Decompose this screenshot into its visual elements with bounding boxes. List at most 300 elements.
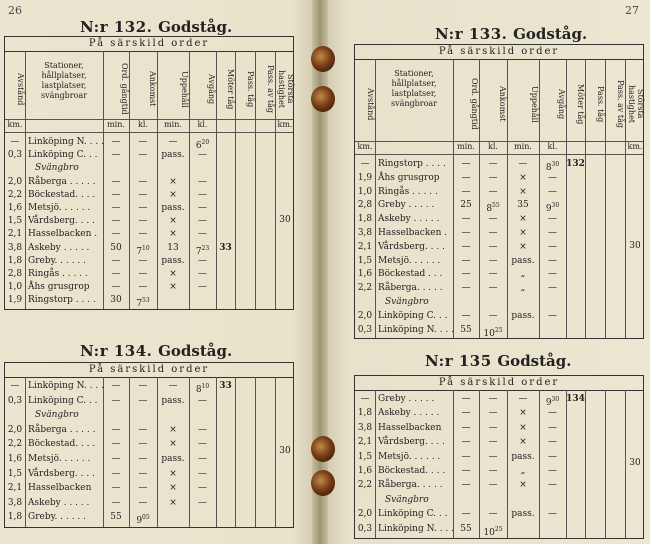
arrival-cell: — — [488, 159, 498, 169]
station-name: Greby. . . . . . — [28, 512, 86, 523]
timetable-row — [355, 241, 643, 254]
distance-cell: 1,5 — [7, 468, 23, 479]
departure-cell: — — [548, 255, 557, 266]
station-name: Böckestad. . . . — [378, 466, 446, 476]
timetable-row — [355, 508, 643, 521]
max-speed-header: Största hastighet — [627, 84, 645, 124]
arrival-cell: — — [488, 437, 498, 448]
departure-header: Avgång — [207, 73, 216, 105]
unit-kl: kl. — [197, 120, 208, 129]
arrival-cell: — — [488, 269, 498, 280]
stop-cell: pass. — [511, 509, 535, 520]
stop-cell: × — [169, 229, 177, 240]
max-speed-value: 30 — [629, 240, 641, 251]
station-name: Linköping C. . . — [28, 395, 98, 406]
departure-cell: — — [548, 172, 557, 183]
header-divider — [355, 154, 643, 155]
distance-cell: 1,5 — [7, 216, 23, 227]
stop-header: Uppehåll — [180, 70, 189, 108]
distance-cell: 1,6 — [7, 203, 23, 213]
train-title-135 — [425, 352, 571, 370]
departure-cell: — — [548, 310, 557, 321]
timetable-row — [355, 465, 643, 478]
distance-cell: 1,8 — [357, 214, 373, 225]
running-time-cell: — — [461, 422, 471, 433]
arrival-cell: — — [138, 454, 148, 464]
unit-km: km. — [357, 142, 373, 151]
departure-minutes: 23 — [201, 244, 210, 252]
departure-cell: — — [198, 150, 207, 161]
special-order-banner: På särskild order — [5, 37, 293, 52]
station-name: Åhs grusgrop — [378, 172, 440, 183]
station-name: Greby. . . . . . — [28, 255, 86, 266]
stop-cell: pass. — [161, 395, 185, 406]
arrival-cell: — — [138, 137, 148, 147]
station-name: Råberga . . . . . — [28, 176, 96, 187]
station-name: Ringstorp . . . . — [28, 295, 96, 306]
station-name: Greby . . . . . — [378, 394, 435, 404]
running-time-cell: — — [461, 241, 471, 252]
running-time-cell: — — [111, 497, 121, 508]
station-name: Linköping N. . . . — [378, 324, 454, 335]
station-name: Råberga . . . . . — [28, 424, 96, 435]
arrival-cell: — — [138, 176, 148, 187]
running-time-cell: 25 — [460, 200, 472, 211]
stop-cell: × — [519, 241, 527, 252]
station-name: Vårdsberg. . . . — [28, 216, 95, 227]
timetable-row — [355, 172, 643, 185]
arrival-cell: — — [138, 203, 148, 213]
running-time-cell: — — [111, 282, 121, 293]
station-name: Böckestad . . . — [378, 269, 443, 280]
arrival-minutes: 53 — [142, 297, 150, 305]
departure-cell: — — [548, 408, 557, 419]
station-name: Askeby . . . . . — [378, 214, 440, 225]
departure-header: Avgång — [557, 88, 566, 120]
special-order-banner: På särskild order — [355, 45, 643, 60]
running-time-cell: — — [461, 172, 471, 183]
departure-cell: — — [198, 189, 207, 200]
stop-cell: × — [519, 422, 527, 433]
header-divider — [5, 132, 293, 133]
page-number-left: 26 — [8, 4, 22, 17]
unit-kl: kl. — [547, 142, 558, 151]
distance-cell: 1,9 — [7, 295, 23, 306]
running-time-cell: — — [111, 424, 121, 435]
distance-header: Avstånd — [366, 87, 375, 121]
stop-cell: × — [169, 269, 177, 279]
max-speed-value: 30 — [279, 214, 291, 225]
departure-cell: — — [198, 424, 207, 435]
stop-cell: „ — [520, 466, 526, 476]
arrival-cell: — — [138, 189, 148, 200]
distance-cell: 0,3 — [7, 395, 23, 406]
arrival-cell: — — [138, 269, 148, 279]
station-name: Ringås . . . . . — [378, 186, 438, 197]
station-name: Metsjö. . . . . . — [28, 454, 91, 464]
stop-cell: × — [519, 437, 527, 448]
arrival-cell: $8^{55}$ — [486, 202, 500, 215]
timetable-row — [5, 242, 293, 255]
distance-cell: 2,1 — [7, 483, 23, 494]
station-name: Askeby . . . . . — [28, 497, 90, 508]
train-number: N:r 133. — [435, 25, 514, 43]
passed-by-header: Pass. av tåg — [616, 79, 625, 129]
timetable-row — [5, 482, 293, 495]
timetable-row — [355, 227, 643, 240]
station-name: Askeby . . . . . — [28, 242, 90, 253]
arrival-cell: — — [488, 408, 498, 419]
stop-cell: × — [519, 408, 527, 419]
stop-cell: pass. — [161, 150, 185, 161]
departure-cell: — — [548, 214, 557, 225]
running-time-cell: 50 — [110, 242, 122, 253]
unit-km: km. — [7, 120, 23, 129]
distance-cell: — — [360, 159, 370, 169]
running-time-cell: 55 — [110, 512, 122, 523]
running-time-cell: — — [111, 189, 121, 200]
departure-cell: — — [198, 439, 207, 450]
running-time-cell: — — [461, 186, 471, 197]
timetable-row — [5, 215, 293, 228]
timetable-row — [5, 497, 293, 510]
distance-cell: 2,2 — [7, 439, 23, 450]
timetable-row — [355, 186, 643, 199]
arrival-cell: — — [488, 310, 498, 321]
arrival-cell: — — [138, 229, 148, 240]
station-name: Metsjö. . . . . . — [378, 255, 441, 266]
station-name: Hasselbacken . — [378, 228, 448, 238]
departure-minutes: 30 — [551, 202, 560, 210]
train-title-133 — [435, 25, 587, 43]
running-time-cell: — — [111, 255, 121, 266]
station-name: Metsjö. . . . . . — [28, 203, 91, 213]
departure-minutes: 10 — [201, 383, 210, 390]
timetable-134 — [4, 362, 294, 528]
arrival-cell: — — [488, 172, 498, 183]
arrival-header: Ankomst — [498, 86, 507, 122]
running-time-cell: 30 — [110, 295, 122, 306]
timetable-row — [5, 380, 293, 393]
departure-cell: — — [548, 186, 557, 197]
departure-cell: — — [548, 241, 557, 252]
departure-cell: — — [198, 497, 207, 508]
running-time-cell: — — [461, 437, 471, 448]
station-name: Linköping C. . . — [378, 310, 448, 321]
passes-train-header: Pass. tåg — [596, 85, 605, 123]
distance-cell: 2,1 — [7, 229, 23, 240]
unit-min: min. — [164, 120, 182, 129]
timetable-row — [5, 136, 293, 149]
stations-header: Stationer, hållplatser, lastplatser, svängbroar — [40, 61, 88, 100]
stop-cell: × — [519, 480, 527, 491]
page-number-right: 27 — [625, 4, 639, 17]
timetable-row — [5, 511, 293, 527]
station-name: Böckestad. . . . — [28, 439, 96, 450]
stop-cell: 35 — [517, 200, 529, 211]
unit-kl: kl. — [138, 120, 148, 129]
timetable-row — [355, 310, 643, 323]
stop-cell: × — [519, 228, 527, 238]
timetable-133 — [354, 44, 644, 339]
max-speed-header: Största hastighet — [277, 69, 295, 109]
timetable-row — [355, 436, 643, 449]
stop-cell: × — [169, 176, 177, 187]
running-time-cell: — — [111, 176, 121, 187]
running-time-cell: — — [461, 394, 471, 404]
distance-cell: 1,0 — [357, 186, 373, 197]
distance-header: Avstånd — [16, 72, 25, 106]
departure-cell: — — [548, 269, 557, 280]
running-time-cell: — — [111, 483, 121, 494]
departure-cell: — — [548, 509, 557, 520]
timetable-row — [355, 268, 643, 281]
timetable-row — [355, 494, 643, 507]
running-time-cell: — — [461, 269, 471, 280]
distance-cell: 1,8 — [357, 408, 373, 419]
station-name: Hasselbacken . — [28, 229, 98, 240]
max-speed-value: 30 — [279, 446, 291, 456]
arrival-cell: — — [138, 150, 148, 161]
stop-cell: × — [169, 189, 177, 200]
station-name: Hasselbacken — [28, 483, 92, 494]
station-name: Ringås . . . . . — [28, 269, 88, 279]
stop-cell: pass. — [511, 451, 535, 462]
running-time-cell: — — [461, 451, 471, 462]
distance-cell: 1,0 — [7, 282, 23, 293]
timetable-row — [5, 189, 293, 202]
timetable-row — [355, 324, 643, 337]
binding-clip — [311, 46, 335, 72]
departure-cell: — — [198, 483, 207, 494]
train-number: N:r 134. — [80, 342, 159, 360]
distance-cell: 1,6 — [7, 454, 23, 464]
train-type: Godståg. — [158, 18, 233, 36]
station-name: Råberga. . . . . — [378, 480, 443, 491]
arrival-cell: $7^{53}$ — [136, 297, 150, 310]
timetable-135 — [354, 375, 644, 539]
stop-cell: „ — [520, 269, 526, 280]
stop-cell: pass. — [161, 203, 185, 213]
timetable-row — [355, 479, 643, 492]
binding-clip — [311, 86, 335, 112]
distance-cell: 1,9 — [357, 172, 373, 183]
arrival-minutes: 10 — [142, 244, 150, 252]
unit-min: min. — [457, 142, 475, 151]
running-time-cell: — — [111, 439, 121, 450]
departure-cell: — — [198, 229, 207, 240]
distance-cell: 2,1 — [357, 437, 373, 448]
stop-cell: pass. — [161, 255, 185, 266]
binding-clip — [311, 470, 335, 496]
departure-cell: — — [198, 395, 207, 406]
stop-cell: pass. — [161, 454, 185, 464]
running-time-cell: — — [461, 283, 471, 294]
meets-train-cell: 134 — [566, 394, 585, 404]
departure-minutes: 30 — [551, 396, 560, 403]
timetable-row — [5, 438, 293, 451]
station-name: Linköping N. . . . — [28, 137, 104, 147]
timetable-row — [5, 268, 293, 281]
station-name: Metsjö. . . . . . — [378, 451, 441, 462]
station-name: Linköping C. . . — [28, 150, 98, 161]
departure-minutes: 20 — [201, 139, 210, 146]
departure-cell: — — [198, 203, 207, 213]
arrival-minutes: 25 — [494, 326, 503, 334]
running-time-cell: — — [461, 214, 471, 225]
station-name: Vårdsberg. . . . — [378, 241, 445, 252]
departure-cell: — — [198, 468, 207, 479]
arrival-cell: — — [138, 216, 148, 227]
departure-cell: $7^{23}$ — [195, 244, 210, 257]
departure-cell: $8^{10}$ — [195, 383, 210, 395]
departure-cell: — — [548, 480, 557, 491]
timetable-row — [5, 149, 293, 162]
timetable-row — [355, 213, 643, 226]
arrival-cell: $10^{25}$ — [483, 326, 503, 339]
arrival-minutes: 55 — [492, 202, 500, 210]
distance-cell: 2,0 — [357, 509, 373, 520]
running-time-cell: — — [111, 216, 121, 227]
stop-cell: × — [169, 483, 177, 494]
timetable-row — [355, 158, 643, 171]
departure-cell: — — [198, 282, 207, 293]
stop-cell: × — [169, 216, 177, 227]
station-name: Vårdsberg. . . . — [378, 437, 445, 448]
train-type: Godståg. — [158, 342, 233, 360]
running-time-cell: 55 — [460, 523, 472, 534]
station-name: Askeby . . . . . — [378, 408, 440, 419]
timetable-row — [5, 294, 293, 310]
station-name: Svängbro — [35, 163, 79, 174]
departure-cell: — — [548, 228, 557, 238]
timetable-132 — [4, 36, 294, 310]
distance-cell: 1,5 — [357, 255, 373, 266]
stop-cell: × — [169, 424, 177, 435]
running-time-cell: — — [111, 137, 121, 147]
departure-cell: — — [198, 454, 207, 464]
distance-cell: 2,2 — [7, 189, 23, 200]
station-name: Svängbro — [385, 297, 429, 307]
timetable-row — [5, 228, 293, 241]
stop-cell: × — [169, 468, 177, 479]
stop-cell: × — [519, 186, 527, 197]
distance-cell: 1,6 — [357, 269, 373, 280]
distance-cell: 0,3 — [7, 150, 23, 161]
stop-cell: — — [168, 381, 178, 391]
stop-cell: „ — [520, 283, 526, 294]
stop-cell: 13 — [167, 242, 179, 253]
distance-cell: 3,8 — [357, 422, 373, 433]
train-number: N:r 135 — [425, 352, 498, 370]
running-time-cell: — — [461, 159, 471, 169]
stop-cell: pass. — [511, 255, 535, 266]
timetable-row — [5, 395, 293, 408]
timetable-row — [355, 282, 643, 295]
arrival-cell: — — [488, 394, 498, 404]
departure-cell: $6^{20}$ — [195, 139, 210, 151]
arrival-minutes: 25 — [494, 525, 503, 533]
distance-cell: 1,6 — [357, 466, 373, 476]
arrival-cell: $10^{25}$ — [483, 525, 503, 538]
stop-cell: × — [169, 439, 177, 450]
departure-cell: $9^{30}$ — [545, 202, 560, 215]
running-time-cell: — — [111, 203, 121, 213]
train-title-134 — [80, 342, 232, 360]
departure-minutes: 30 — [551, 161, 560, 168]
arrival-cell: — — [488, 214, 498, 225]
distance-cell: 0,3 — [357, 324, 373, 335]
station-name: Linköping N. . . . — [378, 523, 454, 534]
running-time-cell: — — [111, 381, 121, 391]
departure-cell: — — [198, 176, 207, 187]
timetable-row — [5, 176, 293, 189]
timetable-row — [355, 523, 643, 536]
distance-cell: 1,8 — [7, 255, 23, 266]
station-name: Åhs grusgrop — [28, 282, 90, 293]
station-name: Böckestad. . . . — [28, 189, 96, 200]
arrival-cell: — — [488, 466, 498, 476]
arrival-cell: — — [488, 255, 498, 266]
train-type: Godståg. — [497, 352, 572, 370]
distance-cell: 2,2 — [357, 480, 373, 491]
departure-cell: — — [548, 466, 557, 476]
timetable-row — [355, 451, 643, 464]
distance-cell: 3,8 — [357, 228, 373, 238]
meets-train-cell: 33 — [219, 381, 232, 391]
train-number: N:r 132. — [80, 18, 159, 36]
distance-cell: 2,0 — [7, 176, 23, 187]
timetable-row — [5, 468, 293, 481]
stop-cell: × — [519, 214, 527, 225]
running-time-header: Ord. gångtid — [470, 78, 479, 130]
station-name: Ringstorp . . . . — [378, 159, 446, 169]
running-time-cell: — — [111, 269, 121, 279]
arrival-header: Ankomst — [148, 71, 157, 107]
distance-cell: — — [360, 394, 370, 404]
distance-cell: 2,0 — [357, 310, 373, 321]
arrival-cell: — — [488, 283, 498, 294]
running-time-cell: — — [111, 150, 121, 161]
departure-cell: — — [548, 437, 557, 448]
arrival-cell: — — [138, 468, 148, 479]
arrival-cell: — — [488, 241, 498, 252]
timetable-row — [5, 409, 293, 422]
distance-cell: 1,5 — [357, 451, 373, 462]
train-type: Godståg. — [513, 25, 588, 43]
timetable-row — [5, 255, 293, 268]
station-name: Greby . . . . . — [378, 200, 435, 211]
unit-kl: kl. — [488, 142, 498, 151]
unit-km: km. — [627, 142, 643, 151]
station-name: Linköping C. . . — [378, 509, 448, 520]
stations-header: Stationer, hållplatser, lastplatser, svängbroar — [390, 69, 438, 108]
running-time-cell: — — [111, 395, 121, 406]
timetable-row — [5, 281, 293, 294]
train-title-132 — [80, 18, 232, 36]
arrival-cell: $9^{05}$ — [136, 514, 150, 527]
arrival-cell: — — [488, 509, 498, 520]
arrival-cell: — — [138, 381, 148, 391]
arrival-cell: — — [488, 451, 498, 462]
arrival-cell: — — [138, 395, 148, 406]
timetable-row — [5, 424, 293, 437]
distance-cell: 1,8 — [7, 512, 23, 523]
distance-cell: 2,1 — [357, 241, 373, 252]
timetable-row — [355, 296, 643, 309]
distance-cell: — — [10, 137, 20, 147]
stop-header: Uppehåll — [530, 85, 539, 123]
